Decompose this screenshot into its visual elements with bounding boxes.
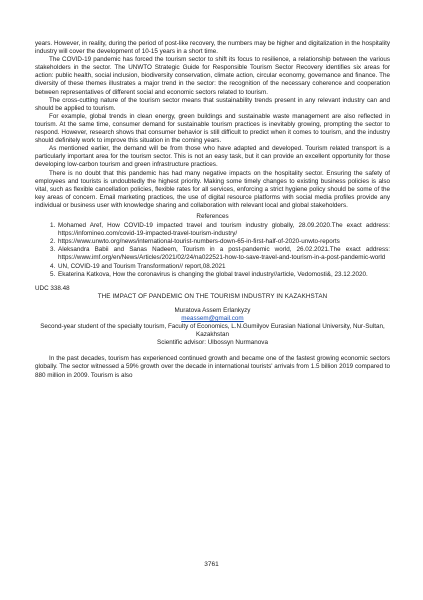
references-list [35, 222, 390, 279]
reference-item: 5. Ekaterina Katkova, How the coronavirus is changing the global travel industry//article, Vedomosti&, 23.12.2020. [57, 271, 390, 279]
page-body [35, 40, 390, 380]
article-title: THE IMPACT OF PANDEMIC ON THE TOURISM INDUSTRY IN KAZAKHSTAN [97, 292, 328, 300]
paragraph-cross-cutting: The cross-cutting nature of the tourism sector means that sustainability trends present in any relevant industry can and should be applied to tourism. [35, 96, 390, 112]
paragraph-negative-impacts: There is no doubt that this pandemic has had many negative impacts on the hospitality sector. Ensuring the safety of employees and tourists is undoubtedly the highest priority. Making some timely changes to existing business policies is also vital, such as flexible cancellation policies, flexible rates for all services, enforcing a strict hygiene policy should be some of the key areas of concern. Email marketing practices, the use of digital resource platforms with social media profiles provide any individual or business user with knowledge sharing and collaboration with relevant local and global stakeholders. [35, 169, 390, 209]
paragraph-intro: In the past decades, tourism has experienced continued growth and became one of the fastest growing economic sectors globally. The sector witnessed a 59% growth over the decade in international tourists' arrivals from 1.5 billion 2019 compared to 880 million in 2009. Tourism is also [35, 355, 390, 379]
reference-item: 3. Aleksandra Babii and Sanas Nadeem, Tourism in a post-pandemic world, 26.02.2021.The exact address: https://www.imf.org/en/News/Articles/2021/02/24/na022521-how-to-save-travel-and-tourism-in-a-post-pandemic-world [57, 246, 390, 262]
paragraph-continuation: years. However, in reality, during the period of post-like recovery, the numbers may be higher and digitalization in the hospitality industry will cover the development of 10-15 years in a short time. [35, 40, 390, 56]
paragraph-global-trends: For example, global trends in clean energy, green buildings and sustainable waste management are also reflected in tourism. At the same time, consumer demand for sustainable tourism practices is inevitably growing, prompting the sector to respond. However, research shows that consumer behavior is still difficult to predict when it comes to tourism, and the industry should definitely work to improve this situation in the coming years. [35, 112, 390, 145]
scientific-advisor: Scientific advisor: Ulbossyn Nurmanova [157, 339, 268, 347]
paragraph-demand: As mentioned earlier, the demand will be from those who have adapted and developed. Tourism related transport is a particularly important area for the tourism sector. This is not an easy task, but it can provide an excellent opportunity for those developing low-carbon tourism and green infrastructure practices. [35, 145, 390, 169]
references-heading: References [196, 212, 229, 220]
reference-item: 1. Mohamed Aref, How COVID-19 impacted travel and tourism industry globally, 28.09.2020.The exact address: https://infomineo.com/covid-19-impacted-travel-tourism-industry/ [57, 222, 390, 238]
udc-code: UDC 338.48 [35, 284, 70, 292]
paragraph-resilience: The COVID-19 pandemic has forced the tourism sector to shift its focus to resilience, a relationship between the various stakeholders in the sector. The UNWTO Strategic Guide for Responsible Tourism Sector Recovery identifies six areas for action: public health, social inclusion, biodiversity conservation, climate action, circular economy, governance and finance. The diversity of these themes illustrates a major trend in the sector: the recognition of the necessary coherence and cooperation between representatives of different social and economic sectors related to tourism. [35, 56, 390, 96]
author-name: Muratova Assem Erlankyzy [174, 306, 251, 314]
reference-item: 4. UN, COVID-19 and Tourism Transformation// report,08.2021 [57, 263, 390, 271]
author-email-link[interactable]: meassem@gmail.com [181, 315, 244, 322]
page-number: 3761 [204, 561, 219, 568]
author-affiliation: Second-year student of the specialty tourism, Faculty of Economics, L.N.Gumilyov Eurasian National University, Nur-Sultan, Kazakhstan [40, 323, 385, 339]
reference-item: 2. https://www.unwto.org/news/international-tourist-numbers-down-65-in-first-half-of-2020-unwto-reports [57, 238, 390, 246]
